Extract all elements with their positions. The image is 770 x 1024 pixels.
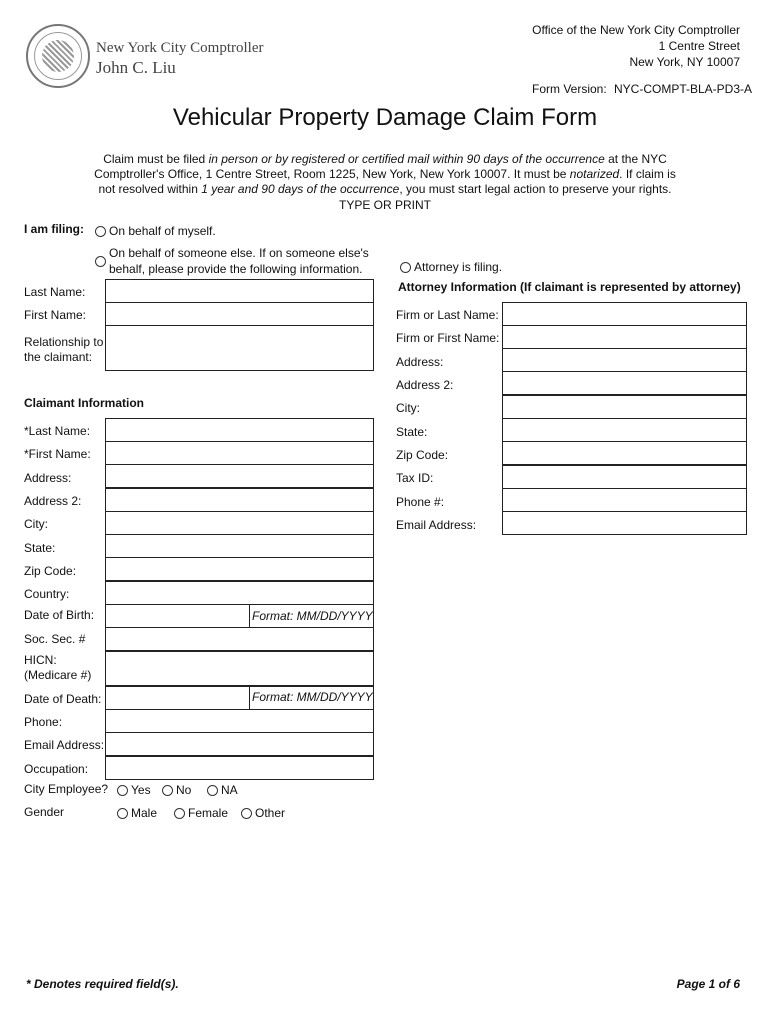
attorney-tax-id-field[interactable]: [502, 465, 747, 489]
claimant-dod-label: Date of Death:: [24, 692, 102, 706]
claimant-hicn-label-2: (Medicare #): [24, 668, 92, 682]
claimant-last-name-label: *Last Name:: [24, 424, 91, 438]
filing-other-label-2: behalf, please provide the following information.: [109, 262, 363, 276]
claimant-dob-field[interactable]: [105, 604, 250, 628]
city-employee-no-radio[interactable]: [162, 785, 173, 796]
claimant-first-name-label: *First Name:: [24, 447, 91, 461]
claimant-state-label: State:: [24, 541, 56, 555]
claimant-dod-format: Format: MM/DD/YYYY: [252, 690, 373, 704]
office-line-2: 1 Centre Street: [658, 39, 740, 53]
form-version-value: NYC-COMPT-BLA-PD3-A: [614, 82, 753, 96]
claimant-occupation-field[interactable]: [105, 756, 374, 780]
claimant-email-label: Email Address:: [24, 738, 105, 752]
office-line-1: Office of the New York City Comptroller: [532, 23, 740, 37]
gender-male-label: Male: [131, 806, 158, 820]
attorney-city-label: City:: [396, 401, 420, 415]
filing-myself-label: On behalf of myself.: [109, 224, 216, 238]
behalf-last-name-field[interactable]: [105, 279, 374, 303]
intro-line-2: Comptroller's Office, 1 Centre Street, Room 1225, New York, New York 10007. It must be notarized. If claim is: [94, 167, 676, 181]
filing-attorney-label: Attorney is filing.: [414, 260, 503, 274]
filing-myself-radio[interactable]: [95, 226, 106, 237]
claimant-country-field[interactable]: [105, 581, 374, 605]
claimant-first-name-field[interactable]: [105, 441, 374, 465]
claimant-phone-field[interactable]: [105, 709, 374, 733]
behalf-relationship-label-2: the claimant:: [24, 350, 93, 364]
claimant-last-name-field[interactable]: [105, 418, 374, 442]
required-note: * Denotes required field(s).: [26, 977, 179, 991]
claimant-ssn-field[interactable]: [105, 627, 374, 651]
gender-male-radio[interactable]: [117, 808, 128, 819]
claimant-city-field[interactable]: [105, 511, 374, 535]
city-employee-no-label: No: [176, 783, 192, 797]
attorney-firm-last-field[interactable]: [502, 302, 747, 326]
attorney-email-label: Email Address:: [396, 518, 477, 532]
filing-other-label-1: On behalf of someone else. If on someone else's: [109, 246, 369, 260]
city-employee-na-label: NA: [221, 783, 238, 797]
gender-female-label: Female: [188, 806, 229, 820]
claimant-hicn-label-1: HICN:: [24, 653, 57, 667]
claimant-country-label: Country:: [24, 587, 70, 601]
attorney-phone-field[interactable]: [502, 488, 747, 512]
claimant-dob-format: Format: MM/DD/YYYY: [252, 609, 373, 623]
gender-label: Gender: [24, 805, 65, 819]
logo-title: New York City Comptroller: [96, 40, 264, 56]
attorney-city-field[interactable]: [502, 395, 747, 419]
attorney-firm-first-label: Firm or First Name:: [396, 331, 500, 345]
claimant-zip-field[interactable]: [105, 557, 374, 581]
claimant-occupation-label: Occupation:: [24, 762, 89, 776]
attorney-address-field[interactable]: [502, 348, 747, 372]
attorney-address2-field[interactable]: [502, 371, 747, 395]
comptroller-seal-logo: [26, 24, 90, 88]
page-number: Page 1 of 6: [676, 977, 740, 991]
attorney-firm-first-field[interactable]: [502, 325, 747, 349]
behalf-last-name-label: Last Name:: [24, 285, 86, 299]
claimant-city-label: City:: [24, 517, 48, 531]
claimant-heading: Claimant Information: [24, 396, 145, 410]
filing-attorney-radio[interactable]: [400, 262, 411, 273]
behalf-first-name-field[interactable]: [105, 302, 374, 326]
intro-line-4: TYPE OR PRINT: [338, 198, 431, 212]
attorney-heading: Attorney Information (If claimant is represented by attorney): [398, 280, 741, 294]
behalf-relationship-label-1: Relationship to: [24, 335, 104, 349]
claimant-address2-label: Address 2:: [24, 494, 82, 508]
gender-other-label: Other: [255, 806, 286, 820]
attorney-phone-label: Phone #:: [396, 495, 445, 509]
claimant-zip-label: Zip Code:: [24, 564, 77, 578]
filing-label: I am filing:: [24, 222, 84, 236]
logo-name: John C. Liu: [96, 58, 176, 77]
city-employee-label: City Employee?: [24, 782, 109, 796]
filing-other-radio[interactable]: [95, 256, 106, 267]
intro-line-3: not resolved within 1 year and 90 days of the occurrence, you must start legal action to preserve your rights.: [98, 182, 672, 196]
behalf-relationship-field[interactable]: [105, 325, 374, 371]
claimant-address2-field[interactable]: [105, 488, 374, 512]
claimant-address-label: Address:: [24, 471, 72, 485]
attorney-zip-label: Zip Code:: [396, 448, 449, 462]
attorney-address2-label: Address 2:: [396, 378, 454, 392]
claimant-phone-label: Phone:: [24, 715, 63, 729]
attorney-email-field[interactable]: [502, 511, 747, 535]
claimant-ssn-label: Soc. Sec. #: [24, 632, 86, 646]
gender-other-radio[interactable]: [241, 808, 252, 819]
claimant-state-field[interactable]: [105, 534, 374, 558]
city-employee-yes-label: Yes: [131, 783, 151, 797]
claimant-dod-field[interactable]: [105, 686, 250, 710]
claimant-hicn-field[interactable]: [105, 651, 374, 686]
office-line-3: New York, NY 10007: [629, 55, 740, 69]
city-employee-yes-radio[interactable]: [117, 785, 128, 796]
gender-female-radio[interactable]: [174, 808, 185, 819]
behalf-first-name-label: First Name:: [24, 308, 87, 322]
claimant-address-field[interactable]: [105, 464, 374, 488]
attorney-state-label: State:: [396, 425, 428, 439]
attorney-firm-last-label: Firm or Last Name:: [396, 308, 499, 322]
form-version-label: Form Version:: [532, 82, 607, 96]
claimant-email-field[interactable]: [105, 732, 374, 756]
attorney-tax-id-label: Tax ID:: [396, 471, 434, 485]
attorney-zip-field[interactable]: [502, 441, 747, 465]
claimant-dob-label: Date of Birth:: [24, 608, 95, 622]
attorney-address-label: Address:: [396, 355, 444, 369]
city-employee-na-radio[interactable]: [207, 785, 218, 796]
attorney-state-field[interactable]: [502, 418, 747, 442]
intro-line-1: Claim must be filed in person or by registered or certified mail within 90 days of the occurrence at the NYC: [103, 152, 667, 166]
page-title: Vehicular Property Damage Claim Form: [172, 104, 598, 131]
